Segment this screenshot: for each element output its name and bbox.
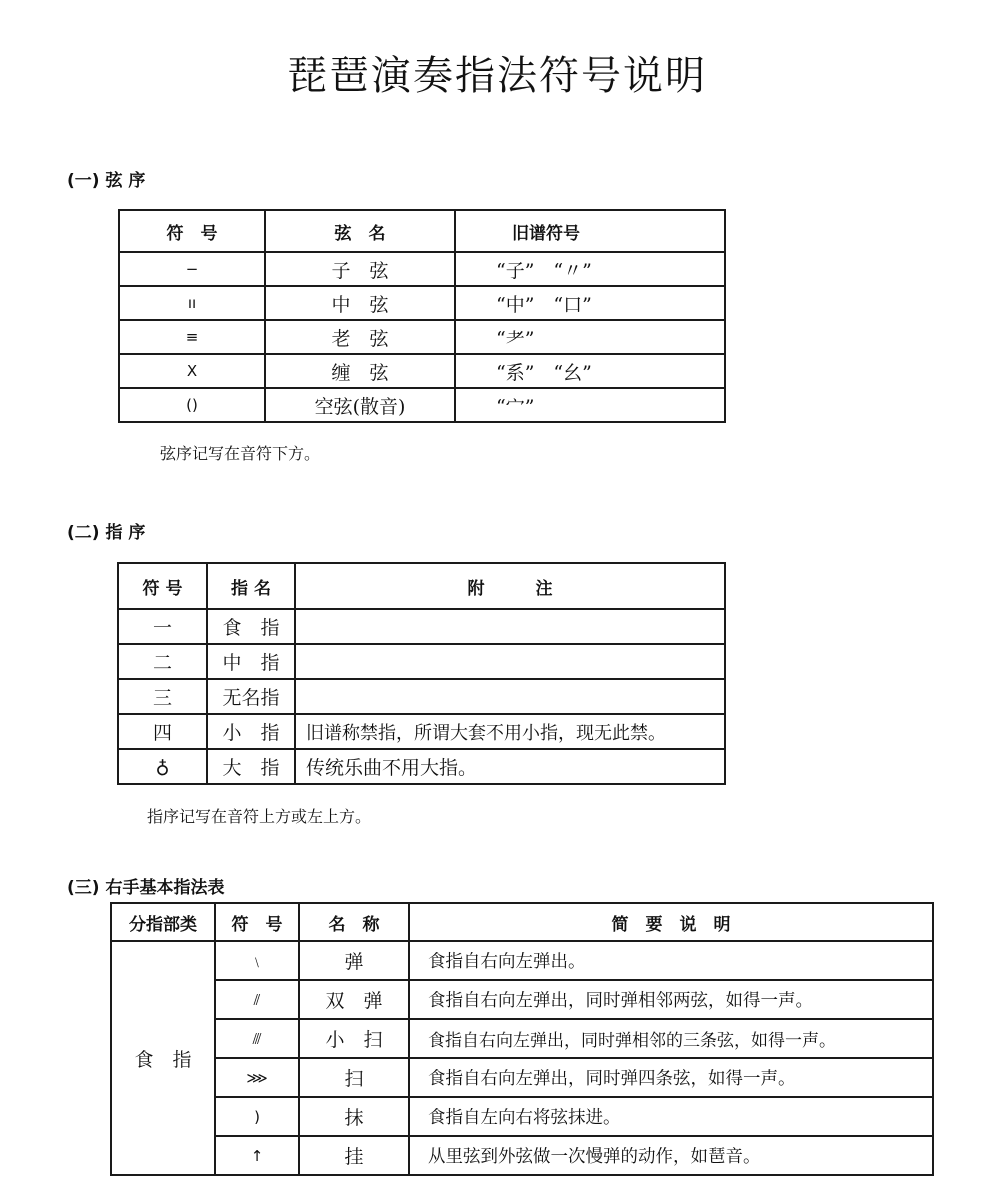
- symbol-cell: ⫻: [215, 1019, 299, 1058]
- category-cell: 食 指: [111, 941, 215, 1175]
- table-row: [118, 749, 725, 784]
- table-row: [119, 320, 725, 354]
- name-cell: 弹: [299, 941, 409, 980]
- symbol-cell: (): [119, 388, 265, 422]
- name-cell: 中 弦: [265, 286, 455, 320]
- symbol-cell: ♁: [118, 749, 207, 784]
- table-header-row: [119, 210, 725, 252]
- symbol-cell: 二: [118, 644, 207, 679]
- header-finger-name: 指 名: [207, 563, 295, 609]
- description-cell: 从里弦到外弦做一次慢弹的动作，如琶音。: [409, 1136, 933, 1175]
- section-heading-string-order: (一) 弦 序: [67, 171, 146, 191]
- header-category: 分指部类: [111, 903, 215, 941]
- name-cell: 缠 弦: [265, 354, 455, 388]
- header-symbol: 符 号: [119, 210, 265, 252]
- symbol-cell: ↑: [215, 1136, 299, 1175]
- string-order-table: [118, 209, 726, 423]
- name-cell: 中 指: [207, 644, 295, 679]
- table-row: [111, 1097, 933, 1136]
- table-row: [118, 609, 725, 644]
- symbol-cell: ⋙: [215, 1058, 299, 1097]
- table-row: [118, 714, 725, 749]
- name-cell: 大 指: [207, 749, 295, 784]
- string-order-note: 弦序记写在音符下方。: [160, 444, 321, 463]
- description-cell: 食指自右向左弹出，同时弹相邻的三条弦，如得一声。: [409, 1019, 933, 1058]
- remark-cell: [295, 679, 725, 714]
- symbol-cell: ⫽: [215, 980, 299, 1019]
- table-row: [118, 644, 725, 679]
- header-old-notation: 旧谱符号: [455, 210, 725, 252]
- symbol-cell: 一: [118, 609, 207, 644]
- table-row: [119, 286, 725, 320]
- section-heading-right-hand: (三) 右手基本指法表: [67, 878, 225, 898]
- table-row: [111, 1058, 933, 1097]
- finger-order-table: [117, 562, 726, 785]
- table-header-row: [111, 903, 933, 941]
- old-notation-cell: “宀”: [455, 388, 725, 422]
- remark-cell: 传统乐曲不用大指。: [295, 749, 725, 784]
- section-heading-finger-order: (二) 指 序: [67, 523, 146, 543]
- remark-cell: [295, 644, 725, 679]
- name-cell: 抹: [299, 1097, 409, 1136]
- table-header-row: [118, 563, 725, 609]
- old-notation-cell: “系” “幺”: [455, 354, 725, 388]
- table-row: [118, 679, 725, 714]
- symbol-cell: X: [119, 354, 265, 388]
- symbol-cell: ): [215, 1097, 299, 1136]
- header-description: 简 要 说 明: [409, 903, 933, 941]
- name-cell: 食 指: [207, 609, 295, 644]
- page-title: 琵琶演奏指法符号说明: [287, 53, 707, 99]
- header-symbol: 符 号: [118, 563, 207, 609]
- name-cell: 空弦(散音): [265, 388, 455, 422]
- symbol-cell: ıı: [119, 286, 265, 320]
- description-cell: 食指自右向左弹出。: [409, 941, 933, 980]
- description-cell: 食指自左向右将弦抹进。: [409, 1097, 933, 1136]
- name-cell: 小 指: [207, 714, 295, 749]
- symbol-cell: −: [119, 252, 265, 286]
- remark-cell: [295, 609, 725, 644]
- description-cell: 食指自右向左弹出，同时弹四条弦，如得一声。: [409, 1058, 933, 1097]
- name-cell: 小 扫: [299, 1019, 409, 1058]
- old-notation-cell: “⺹”: [455, 320, 725, 354]
- name-cell: 无名指: [207, 679, 295, 714]
- right-hand-fingering-table: [110, 902, 934, 1176]
- table-row: [111, 1136, 933, 1175]
- header-string-name: 弦 名: [265, 210, 455, 252]
- name-cell: 老 弦: [265, 320, 455, 354]
- table-row: [119, 252, 725, 286]
- symbol-cell: ≡: [119, 320, 265, 354]
- old-notation-cell: “中” “口”: [455, 286, 725, 320]
- header-name: 名 称: [299, 903, 409, 941]
- name-cell: 扫: [299, 1058, 409, 1097]
- name-cell: 子 弦: [265, 252, 455, 286]
- name-cell: 挂: [299, 1136, 409, 1175]
- name-cell: 双 弹: [299, 980, 409, 1019]
- table-row: [119, 354, 725, 388]
- symbol-cell: 四: [118, 714, 207, 749]
- table-row: [111, 1019, 933, 1058]
- old-notation-cell: “子” “〃”: [455, 252, 725, 286]
- symbol-cell: 三: [118, 679, 207, 714]
- finger-order-note: 指序记写在音符上方或左上方。: [147, 807, 372, 826]
- description-cell: 食指自右向左弹出，同时弹相邻两弦，如得一声。: [409, 980, 933, 1019]
- symbol-cell: ﹨: [215, 941, 299, 980]
- table-row: [111, 941, 933, 980]
- table-row: [111, 980, 933, 1019]
- header-remarks: 附 注: [295, 563, 725, 609]
- header-symbol: 符 号: [215, 903, 299, 941]
- remark-cell: 旧谱称禁指，所谓大套不用小指，现无此禁。: [295, 714, 725, 749]
- table-row: [119, 388, 725, 422]
